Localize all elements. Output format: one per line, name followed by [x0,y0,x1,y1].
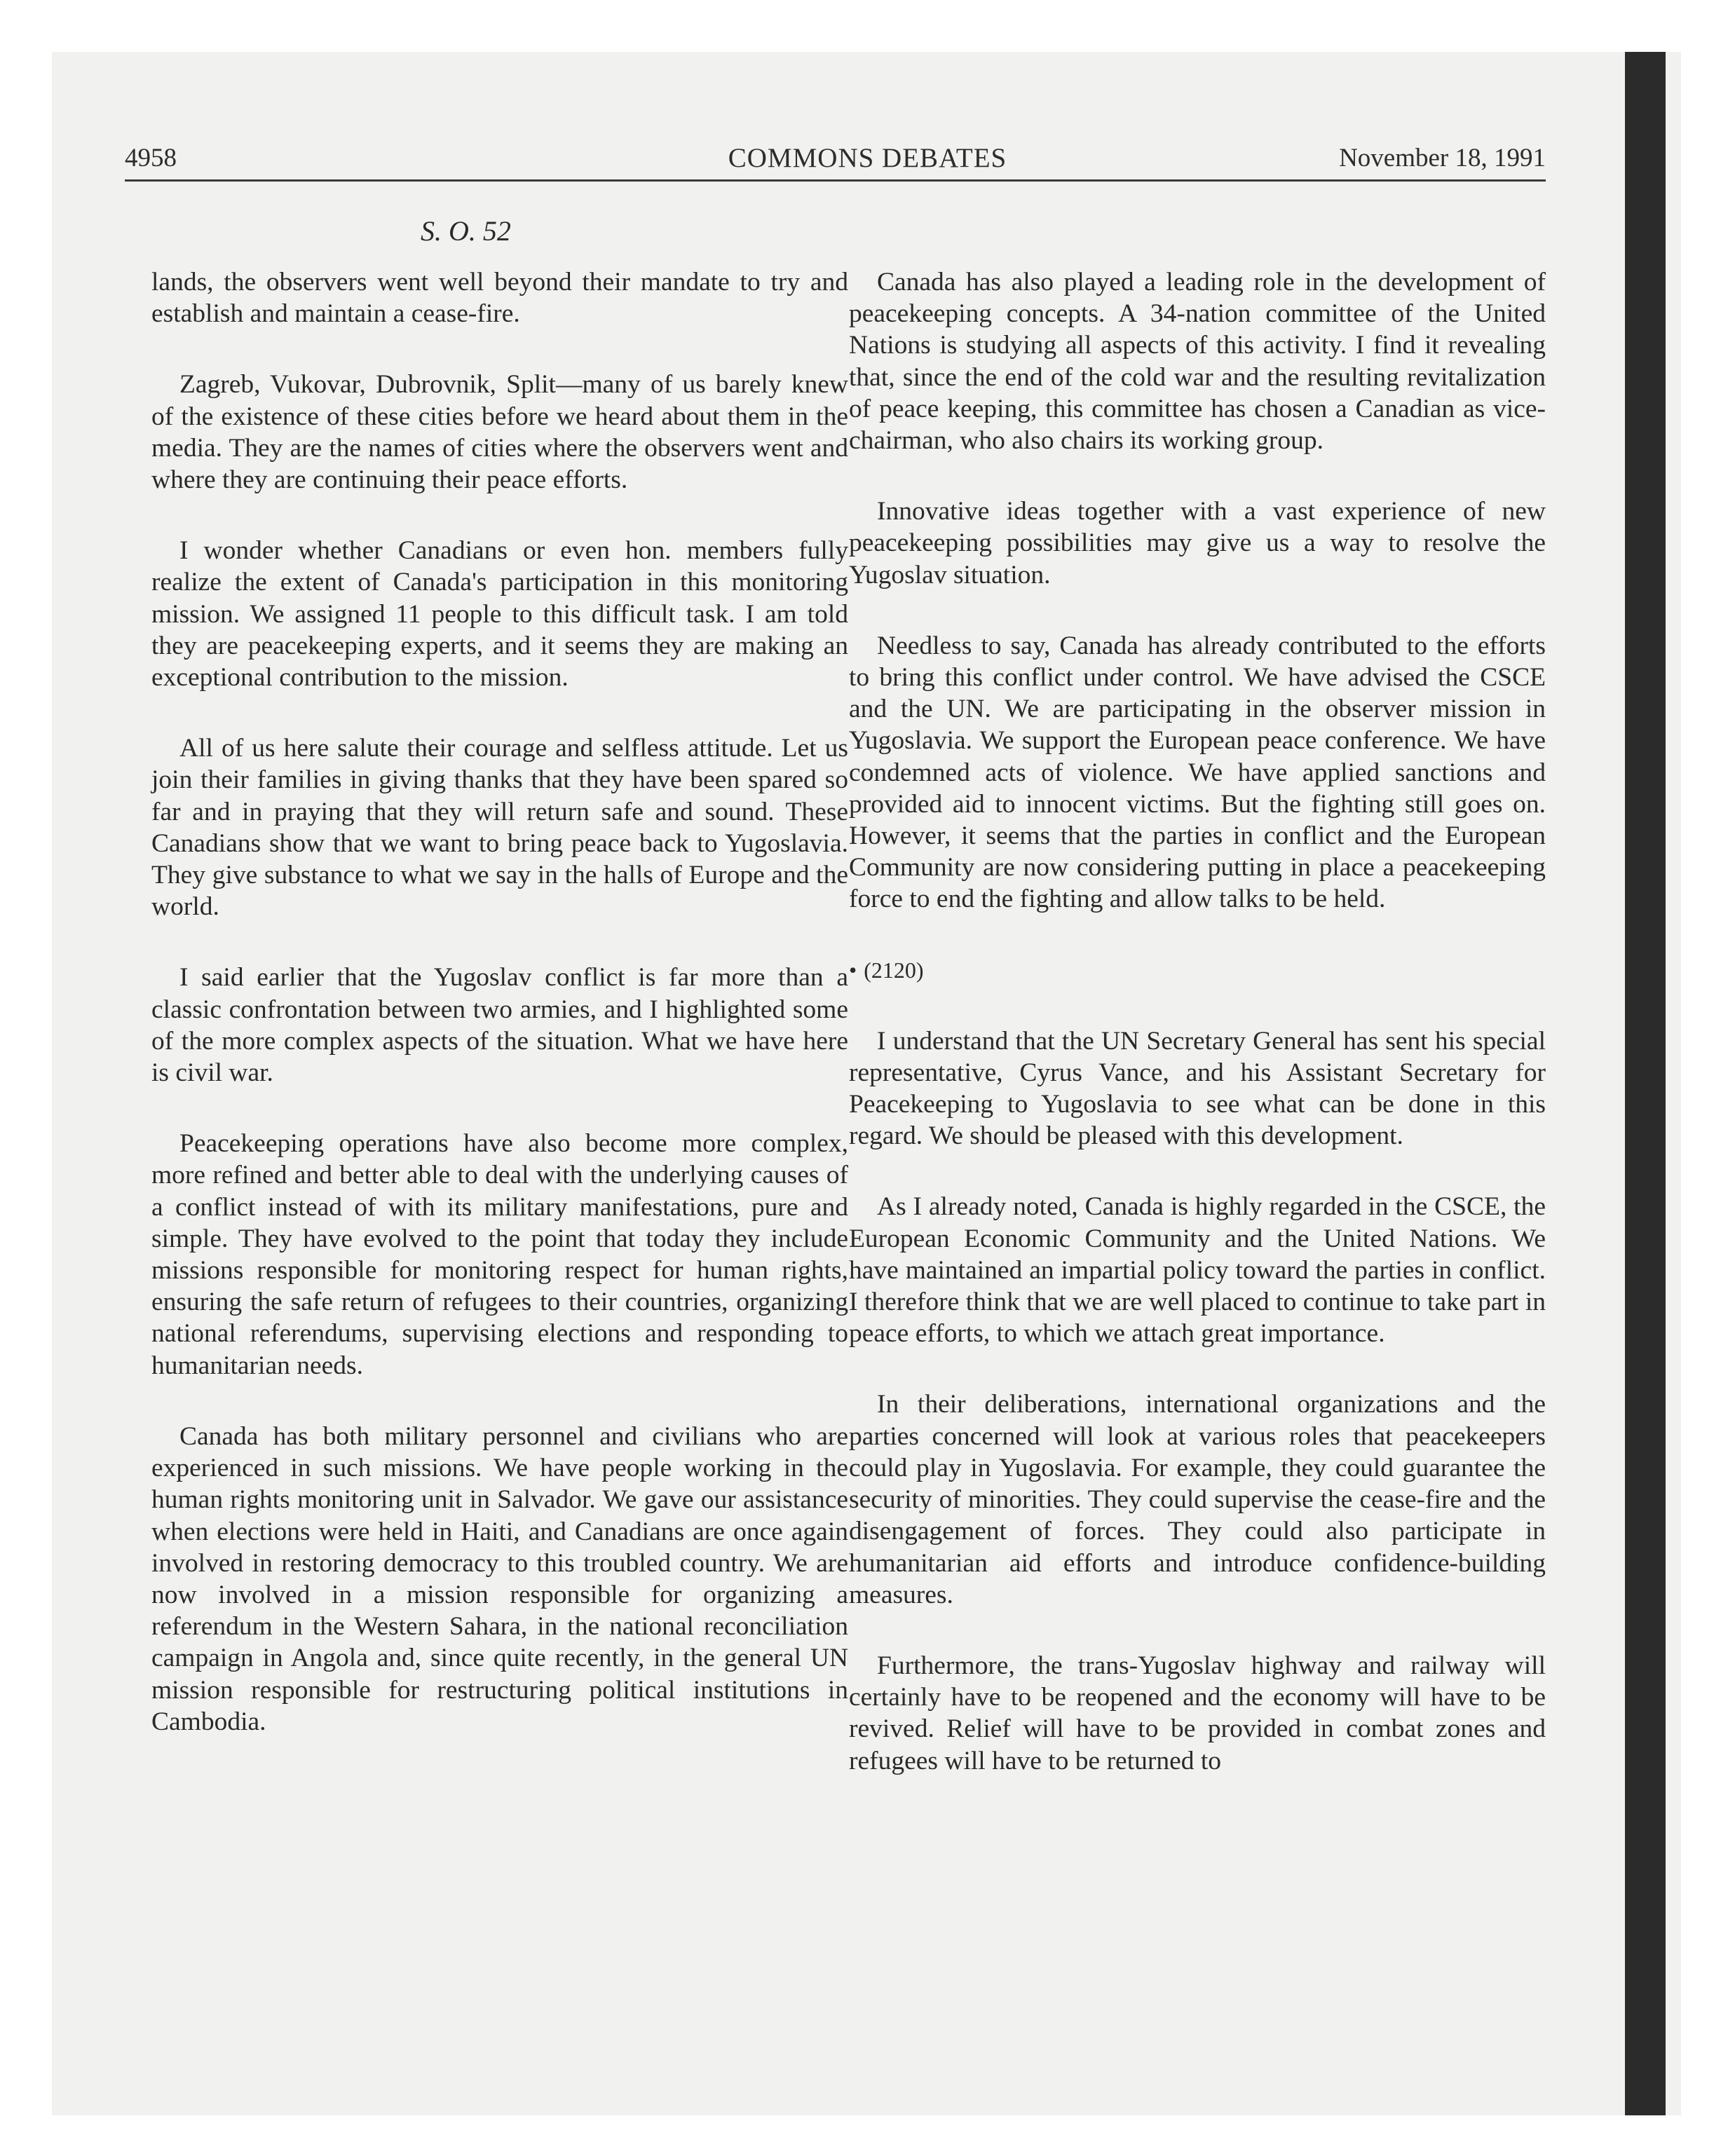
scan-edge-bar [1625,52,1666,2115]
paragraph: Needless to say, Canada has already contributed to the efforts to bring this conflict under control. We have advised the CSCE and the UN. We are participating in the observer mission in Yugoslavia. We support the European peace conference. We have condemned acts of violence. We have applied sanctions and provided aid to innocent victims. But the fighting still goes on. However, it seems that the parties in conflict and the European Community are now considering putting in place a peacekeeping force to end the fighting and allow talks to be held. [849,631,1546,914]
paragraph: Innovative ideas together with a vast experience of new peacekeeping possibilities may give us a way to resolve the Yugoslav situation. [849,497,1546,589]
paragraph: I wonder whether Canadians or even hon. members fully realize the extent of Canada's participation in this monitoring mission. We assigned 11 people to this difficult task. I am told they are peacekeeping experts, and it seems they are making an exceptional contribution to the mission. [151,536,848,692]
paragraph: Peacekeeping operations have also become more complex, more refined and better able to deal with the underlying causes of a conflict instead of with its military manifestations, pure and simple. They have evolved to the point that today they include missions responsible for monitoring respect for human rights, ensuring the safe return of refugees to their countries, organizing national referendums, supervising elections and responding to humanitarian needs. [151,1129,848,1380]
paragraph: Canada has also played a leading role in the development of peacekeeping concepts. A 34-nation committee of the United Nations is studying all aspects of this activity. I find it revealing that, since the end of the cold war and the resulting revitalization of peace keeping, this committee has chosen a Canadian as vice-chairman, who also chairs its working group. [849,268,1546,456]
page-number: 4958 [125,144,177,172]
publication-title: COMMONS DEBATES [728,143,1007,173]
paragraph: All of us here salute their courage and selfless attitude. Let us join their families in giving thanks that they have been spared so far and in praying that they will return safe and sound. These Canadians show that we want to bring peace back to Yugoslavia. They give substance to what we say in the halls of Europe and the world. [151,734,848,922]
paragraph: Canada has both military personnel and civilians who are experienced in such missions. We have people working in the human rights monitoring unit in Salvador. We gave our assistance when elections were held in Haiti, and Canadians are once again involved in restoring democracy to this troubled country. We are now involved in a mission responsible for organizing a referendum in the Western Sahara, in the national reconciliation campaign in Angola and, since quite recently, in the general UN mission responsible for restructuring political institutions in Cambodia. [151,1421,848,1736]
paragraph: Zagreb, Vukovar, Dubrovnik, Split—many of us barely knew of the existence of these cities before we heard about them in the media. They are the names of cities where the observers went and where they are continuing their peace efforts. [151,370,848,495]
paragraph: I understand that the UN Secretary General has sent his special representative, Cyrus Vance, and his Assistant Secretary for Peacekeeping to Yugoslavia to see what can be done in this regard. We should be pleased with this development. [849,1026,1546,1151]
header-rule [125,179,1546,182]
left-column [151,266,848,1777]
time-stamp: (2120) [864,957,924,983]
bullet-icon: • [849,957,857,983]
paragraph: In their deliberations, international organizations and the parties concerned will look at various roles that peacekeepers could play in Yugoslavia. For example, they could guarantee the security of minorities. They could supervise the cease-fire and the disengagement of forces. They could also participate in humanitarian aid efforts and introduce confidence-building measures. [849,1390,1546,1609]
paragraph: I said earlier that the Yugoslav conflict is far more than a classic confrontation between two armies, and I highlighted some of the more complex aspects of the situation. What we have here is civil war. [151,963,848,1088]
paragraph: lands, the observers went well beyond their mandate to try and establish and maintain a cease-fire. [151,268,848,329]
paragraph: As I already noted, Canada is highly regarded in the CSCE, the European Economic Community and the United Nations. We have maintained an impartial policy toward the parties in conflict. I therefore think that we are well placed to continue to take part in peace efforts, to which we attach great importance. [849,1192,1546,1349]
time-marker [849,955,1546,986]
standing-order-label: S. O. 52 [421,215,511,247]
paragraph: Furthermore, the trans-Yugoslav highway and railway will certainly have to be reopened and the economy will have to be revived. Relief will have to be provided in combat zones and refugees will have to be returned to [849,1651,1546,1775]
right-column [849,266,1546,1816]
sitting-date: November 18, 1991 [1339,144,1546,172]
